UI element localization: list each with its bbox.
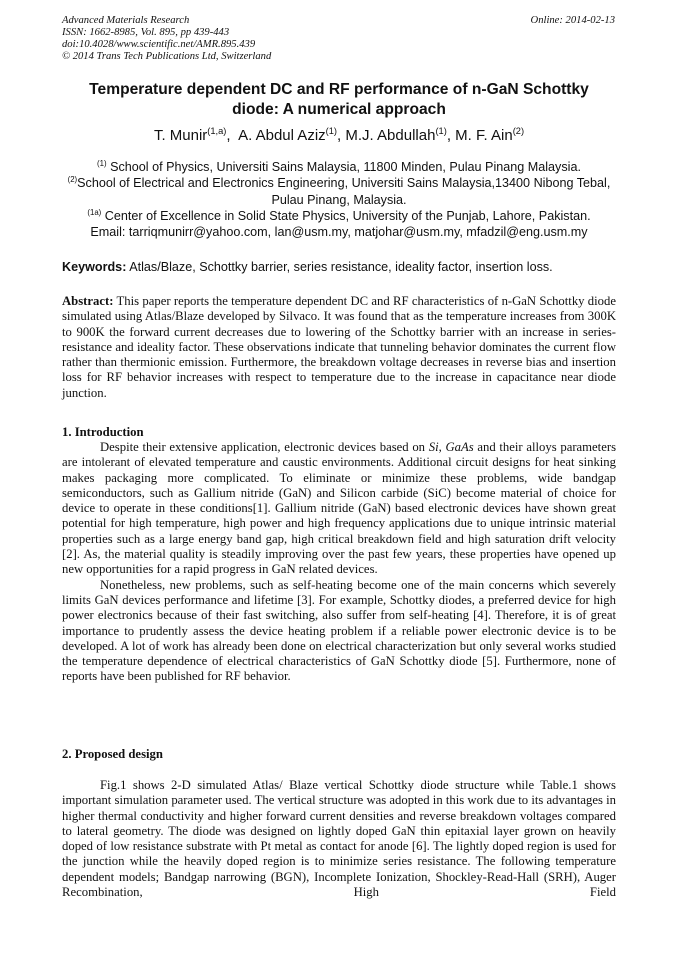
text: , [438, 440, 446, 454]
author-affil: (1) [435, 125, 447, 136]
affil-mark: (1) [97, 158, 107, 168]
affiliation-cont: Pulau Pinang, Malaysia. [271, 192, 407, 207]
text-italic: Si [428, 440, 439, 454]
online-date: Online: 2014-02-13 [530, 15, 615, 26]
affiliation [40, 175, 638, 191]
abstract-label: Abstract: [62, 294, 114, 308]
author: M. F. Ain [455, 127, 513, 144]
author: A. Abdul Aziz [238, 127, 326, 144]
keywords-text: Atlas/Blaze, Schottky barrier, series resistance, ideality factor, insertion loss. [126, 260, 553, 274]
title-line: Temperature dependent DC and RF performance of n-GaN Schottky [89, 81, 589, 98]
paragraph: Fig.1 shows 2-D simulated Atlas/ Blaze vertical Schottky diode structure while Table.1 shows important simulation parameter used. The vertical structure was adopted in this work due to its advantages in higher thermal conductivity and higher forward current densities and reverse breakdown voltages compared to lateral geometry. The diode was designed on lightly doped GaN thin epitaxial layer grown on heavily doped of low resistance substrate with Pt metal as contact for anode [6]. The lightly doped region is used for the junction while the heavily doped region is to minimize series resistance. The following temperature dependent models; Bandgap narrowing (BGN), Incomplete Ionization, Shockley-Read-Hall (SRH), Auger Recombination, High Field [62, 778, 616, 900]
section-heading-proposed-design: 2. Proposed design [62, 747, 163, 761]
proposed-design-body [62, 778, 616, 900]
paragraph: Nonetheless, new problems, such as self-heating become one of the main concerns which severely limits GaN devices performance and lifetime [3]. For example, Schottky diodes, a preferred device for high power electronics because of their fast switching, also suffer from self-heating [4]. Therefore, it is of great importance to prudently assess the device heating problem if a reliable power electronic device is to be developed. A lot of work has already been done on electrical characterization but only several works studied the temperature dependence of electrical characteristics of GaN Schottky diode [5]. Furthermore, none of reports have been published for RF behavior. [62, 577, 616, 684]
author-affil: (2) [512, 125, 525, 136]
affil-text: Center of Excellence in Solid State Physics, University of the Punjab, Lahore, Pakistan. [101, 208, 591, 223]
affil-mark: (2) [67, 175, 78, 185]
text: Despite their extensive application, electronic devices based on [100, 440, 429, 454]
title-line: diode: A numerical approach [232, 101, 446, 118]
email: Email: tarriqmunirr@yahoo.com, lan@usm.my, matjohar@usm.my, mfadzil@eng.usm.my [90, 225, 588, 240]
affil-text: School of Electrical and Electronics Engineering, Universiti Sains Malaysia,13400 Nibong Tebal, [77, 176, 611, 191]
author-affil: (1,a) [207, 125, 227, 136]
author: T. Munir [153, 127, 208, 144]
copyright: © 2014 Trans Tech Publications Ltd, Switzerland [62, 51, 272, 62]
affil-text: School of Physics, Universiti Sains Malaysia, 11800 Minden, Pulau Pinang Malaysia. [106, 160, 581, 174]
journal-name: Advanced Materials Research [62, 15, 190, 26]
keywords-label: Keywords: [62, 260, 127, 274]
affiliation [40, 208, 638, 224]
affil-mark: (1a) [87, 207, 102, 217]
text-italic: GaAs [445, 440, 474, 454]
text: and their alloys parameters are intolerant of elevated temperature and caustic environments. Additional circuit designs for heat sinking makes packaging more complicated. To eliminate or minimize these problems, wide bandgap semiconductors, such as Gallium nitride (GaN) and Silicon carbide (SiC) become material of choice for device to operate in these conditions[1]. Gallium nitride (GaN) based electronic devices have shown great potential for high temperature, high power and high frequency applications due to unique intrinsic material properties such as a large energy band gap, high critical breakdown field and high saturation drift velocity [2]. As, the material quality is steadily improving over the past few years, these properties have opened up new opportunities for a rapid progress in GaN related devices. [62, 440, 617, 577]
author: M.J. Abdullah [345, 127, 436, 144]
introduction-body [62, 440, 616, 685]
paragraph [62, 440, 616, 578]
author-list: T. Munir$^{(1,a)}$, A. Abdul Aziz$^{(1)}$, M.J. Abdullah$^{(1)}$, M. F. Ain$^{(2)}$ [153, 125, 525, 144]
paper-title [40, 80, 638, 120]
abstract [62, 294, 616, 401]
issn: ISSN: 1662-8985, Vol. 895, pp 439-443 [62, 27, 230, 38]
abstract-text: This paper reports the temperature dependent DC and RF characteristics of n-GaN Schottky diode simulated using Atlas/Blaze developed by Silvaco. It was found that as the temperature increases from 300K to 900K the forward current decreases due to lowering of the Schottky barrier with an increase in series-resistance and ideality factor. These observations indicate that tunneling behavior dominates the current flow rather than thermionic emission. Furthermore, the breakdown voltage decreases in reverse bias and insertion loss for RF behavior increases with respect to temperature due to the increase in capacitance near diode junction. [62, 294, 616, 400]
author-affil: (1) [325, 125, 338, 136]
section-heading-introduction: 1. Introduction [62, 425, 144, 439]
affiliations [40, 159, 638, 240]
journal-info [62, 15, 271, 63]
affiliation [40, 159, 638, 175]
keywords [62, 260, 553, 274]
doi: doi:10.4028/www.scientific.net/AMR.895.439 [62, 39, 256, 50]
